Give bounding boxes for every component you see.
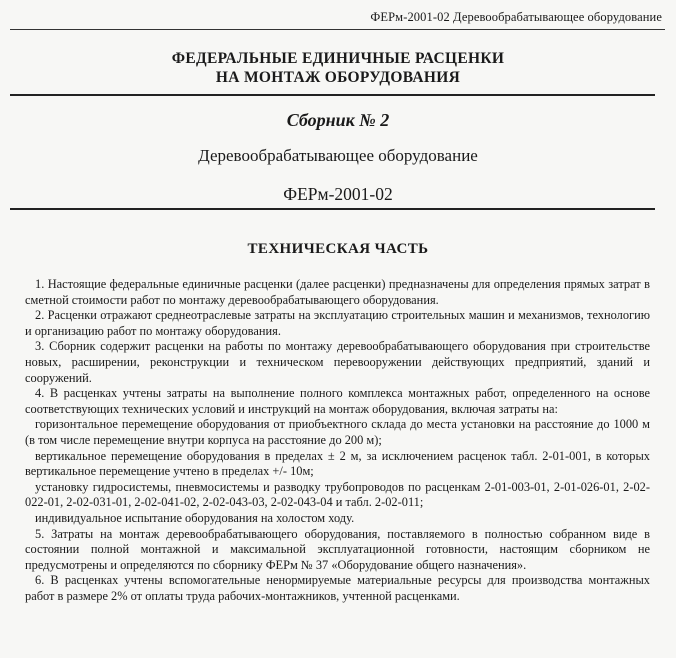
paragraph: 2. Расценки отражают среднеотраслевые затраты на эксплуатацию строительных машин и механизмов, технологию и организацию работ по монтажу оборудования. (25, 308, 650, 338)
section-title: ТЕХНИЧЕСКАЯ ЧАСТЬ (247, 241, 429, 257)
paragraph: 5. Затраты на монтаж деревообрабатывающего оборудования, поставляемого в полностью собранном виде в состоянии полной монтажной и максимальной эксплуатационной готовности, настоящим сборником не предусмотрены и определяются по сборнику ФЕРм № 37 «Оборудование общего назначения». (25, 526, 650, 572)
main-title-line-2: НА МОНТАЖ ОБОРУДОВАНИЯ (215, 69, 461, 86)
collection-number: Сборник № 2 (286, 110, 390, 130)
paragraph: горизонтальное перемещение оборудования от приобъектного склада до места установки на расстояние до 1000 м (в том числе перемещение внутри корпуса на расстояние до 200 м); (25, 417, 650, 447)
main-title (0, 49, 676, 87)
title-rule (10, 94, 655, 96)
paragraph: 1. Настоящие федеральные единичные расценки (далее расценки) предназначены для определения прямых затрат в сметной стоимости работ по монтажу деревообрабатывающего оборудования. (25, 277, 650, 307)
collection-code: ФЕРм-2001-02 (283, 184, 393, 204)
header-rule (10, 29, 665, 30)
paragraph: вертикальное перемещение оборудования в пределах ± 2 м, за исключением расценок табл. 2-01-001, в которых вертикальное перемещение учтено в пределах +/- 10м; (25, 448, 650, 479)
running-head: ФЕРм-2001-02 Деревообрабатывающее оборудование (370, 10, 662, 24)
collection-subtitle: Деревообрабатывающее оборудование (198, 146, 478, 165)
body-text (25, 277, 650, 604)
paragraph: 3. Сборник содержит расценки на работы по монтажу деревообрабатывающего оборудования при строительстве новых, расширении, реконструкции и техническом перевооружении действующих предприятий, зданий и сооружений. (25, 339, 650, 385)
paragraph: индивидуальное испытание оборудования на холостом ходу. (35, 510, 355, 525)
main-title-line-1: ФЕДЕРАЛЬНЫЕ ЕДИНИЧНЫЕ РАСЦЕНКИ (171, 50, 505, 67)
code-rule (10, 208, 655, 210)
paragraph: 4. В расценках учтены затраты на выполнение полного комплекса монтажных работ, определенного на основе соответствующих технических условий и инструкций на монтаж оборудования, включая затраты на: (25, 386, 650, 416)
paragraph: установку гидросистемы, пневмосистемы и разводку трубопроводов по расценкам 2-01-003-01, 2-01-026-01, 2-02-022-01, 2-02-031-01, 2-02-041-02, 2-02-043-03, 2-02-043-04 и табл. 2-02-011; (25, 479, 650, 510)
paragraph: 6. В расценках учтены вспомогательные ненормируемые материальные ресурсы для производства монтажных работ в размере 2% от оплаты труда рабочих-монтажников, учтенной расценками. (25, 573, 650, 603)
